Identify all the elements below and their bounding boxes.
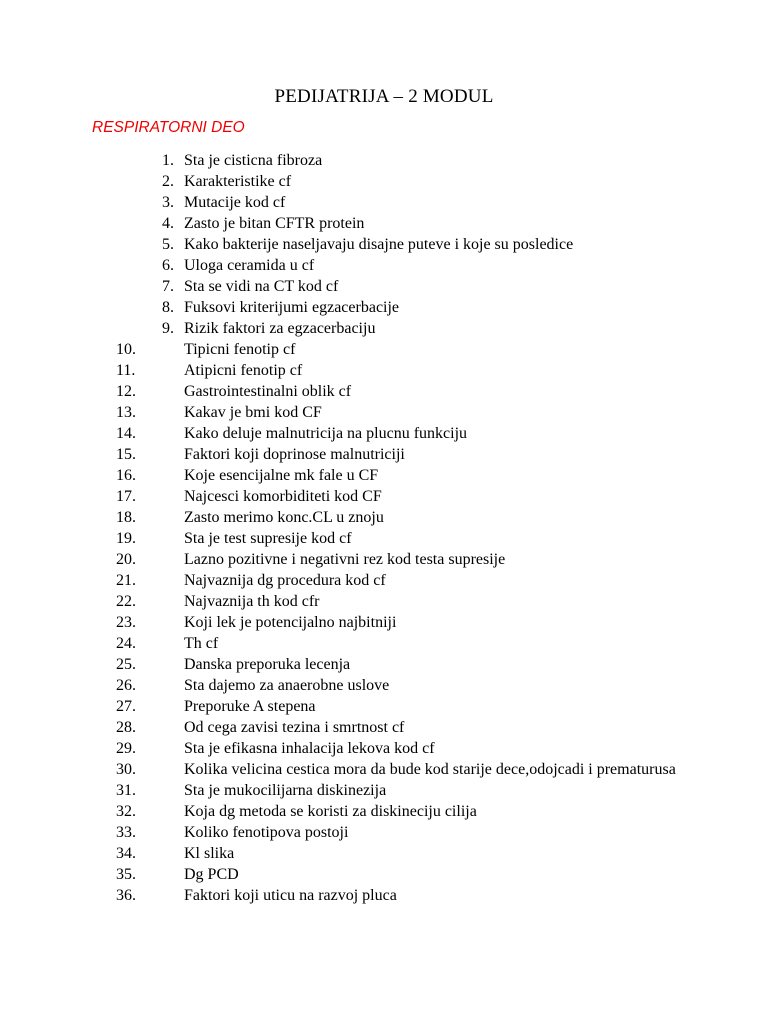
question-text: Zasto merimo konc.CL u znoju <box>184 509 384 526</box>
question-text: Sta je mukocilijarna diskinezija <box>184 782 387 799</box>
question-number: 15. <box>116 446 136 463</box>
question-item <box>0 465 684 486</box>
question-number: 7. <box>162 278 174 295</box>
question-item <box>0 738 684 759</box>
question-number: 23. <box>116 614 136 631</box>
question-item <box>0 276 684 297</box>
question-number: 16. <box>116 467 136 484</box>
question-text: Lazno pozitivne i negativni rez kod testa supresije <box>184 551 506 568</box>
question-text: Sta je efikasna inhalacija lekova kod cf <box>184 740 435 757</box>
question-list <box>0 150 768 906</box>
question-number: 36. <box>116 887 136 904</box>
question-text: Sta dajemo za anaerobne uslove <box>184 677 390 694</box>
question-item <box>0 528 684 549</box>
question-item <box>0 843 684 864</box>
question-number: 25. <box>116 656 136 673</box>
question-item <box>0 570 684 591</box>
question-item <box>0 402 684 423</box>
question-item <box>0 633 684 654</box>
question-number: 35. <box>116 866 136 883</box>
question-text: Gastrointestinalni oblik cf <box>184 383 352 400</box>
question-item <box>0 864 684 885</box>
question-text: Kl slika <box>184 845 235 862</box>
question-number: 33. <box>116 824 136 841</box>
question-text: Kako deluje malnutricija na plucnu funkciju <box>184 425 468 442</box>
question-item <box>0 339 684 360</box>
question-item <box>0 255 684 276</box>
question-number: 32. <box>116 803 136 820</box>
question-item <box>0 297 684 318</box>
question-number: 31. <box>116 782 136 799</box>
question-number: 24. <box>116 635 136 652</box>
question-item <box>0 381 684 402</box>
question-text: Dg PCD <box>184 866 239 883</box>
question-item <box>0 318 684 339</box>
question-number: 28. <box>116 719 136 736</box>
question-number: 4. <box>162 215 174 232</box>
question-text: Sta se vidi na CT kod cf <box>184 278 339 295</box>
question-item <box>0 696 684 717</box>
question-item <box>0 885 684 906</box>
question-number: 22. <box>116 593 136 610</box>
question-text: Fuksovi kriterijumi egzacerbacije <box>184 299 400 316</box>
question-number: 14. <box>116 425 136 442</box>
question-number: 17. <box>116 488 136 505</box>
question-text: Najvaznija dg procedura kod cf <box>184 572 386 589</box>
question-item <box>0 780 684 801</box>
question-item <box>0 444 684 465</box>
question-text: Uloga ceramida u cf <box>184 257 315 274</box>
question-item <box>0 822 684 843</box>
question-item <box>0 549 684 570</box>
question-text: Sta je cisticna fibroza <box>184 152 323 169</box>
question-number: 30. <box>116 761 136 778</box>
question-item <box>0 759 684 780</box>
question-number: 6. <box>162 257 174 274</box>
question-number: 11. <box>116 362 136 379</box>
question-item <box>0 717 684 738</box>
question-number: 29. <box>116 740 136 757</box>
question-number: 8. <box>162 299 174 316</box>
question-item <box>0 801 684 822</box>
question-number: 10. <box>116 341 136 358</box>
question-text: Koje esencijalne mk fale u CF <box>184 467 379 484</box>
question-number: 18. <box>116 509 136 526</box>
section-heading: RESPIRATORNI DEO <box>92 119 245 136</box>
question-text: Zasto je bitan CFTR protein <box>184 215 365 232</box>
question-item <box>0 507 684 528</box>
question-text: Mutacije kod cf <box>184 194 286 211</box>
question-number: 5. <box>162 236 174 253</box>
question-number: 12. <box>116 383 136 400</box>
question-text: Tipicni fenotip cf <box>184 341 296 358</box>
question-item <box>0 675 684 696</box>
question-text: Kakav je bmi kod CF <box>184 404 322 421</box>
question-number: 13. <box>116 404 136 421</box>
question-number: 34. <box>116 845 136 862</box>
question-text: Koji lek je potencijalno najbitniji <box>184 614 397 631</box>
question-item <box>0 171 684 192</box>
question-text: Najvaznija th kod cfr <box>184 593 320 610</box>
question-number: 19. <box>116 530 136 547</box>
question-text: Th cf <box>184 635 219 652</box>
question-item <box>0 150 684 171</box>
question-text: Sta je test supresije kod cf <box>184 530 352 547</box>
question-text: Rizik faktori za egzacerbaciju <box>184 320 376 337</box>
question-text: Koliko fenotipova postoji <box>184 824 349 841</box>
document-title: PEDIJATRIJA – 2 MODUL <box>274 86 494 107</box>
question-text: Najcesci komorbiditeti kod CF <box>184 488 382 505</box>
question-text: Karakteristike cf <box>184 173 292 190</box>
question-item <box>0 423 684 444</box>
question-text: Koja dg metoda se koristi za diskineciju cilija <box>184 803 477 820</box>
question-item <box>0 612 684 633</box>
question-number: 26. <box>116 677 136 694</box>
question-item <box>0 486 684 507</box>
question-item <box>0 192 684 213</box>
question-text: Kolika velicina cestica mora da bude kod starije dece,odojcadi i prematurusa <box>184 761 676 778</box>
question-text: Atipicni fenotip cf <box>184 362 303 379</box>
question-number: 3. <box>162 194 174 211</box>
question-item <box>0 213 684 234</box>
question-number: 9. <box>162 320 174 337</box>
question-item <box>0 654 684 675</box>
question-text: Faktori koji uticu na razvoj pluca <box>184 887 397 904</box>
question-text: Danska preporuka lecenja <box>184 656 351 673</box>
question-number: 27. <box>116 698 136 715</box>
question-item <box>0 360 684 381</box>
question-item <box>0 234 684 255</box>
question-text: Faktori koji doprinose malnutriciji <box>184 446 405 463</box>
question-number: 21. <box>116 572 136 589</box>
question-number: 1. <box>162 152 174 169</box>
question-number: 20. <box>116 551 136 568</box>
question-text: Od cega zavisi tezina i smrtnost cf <box>184 719 405 736</box>
question-number: 2. <box>162 173 174 190</box>
question-text: Kako bakterije naseljavaju disajne puteve i koje su posledice <box>184 236 574 253</box>
question-item <box>0 591 684 612</box>
question-text: Preporuke A stepena <box>184 698 316 715</box>
